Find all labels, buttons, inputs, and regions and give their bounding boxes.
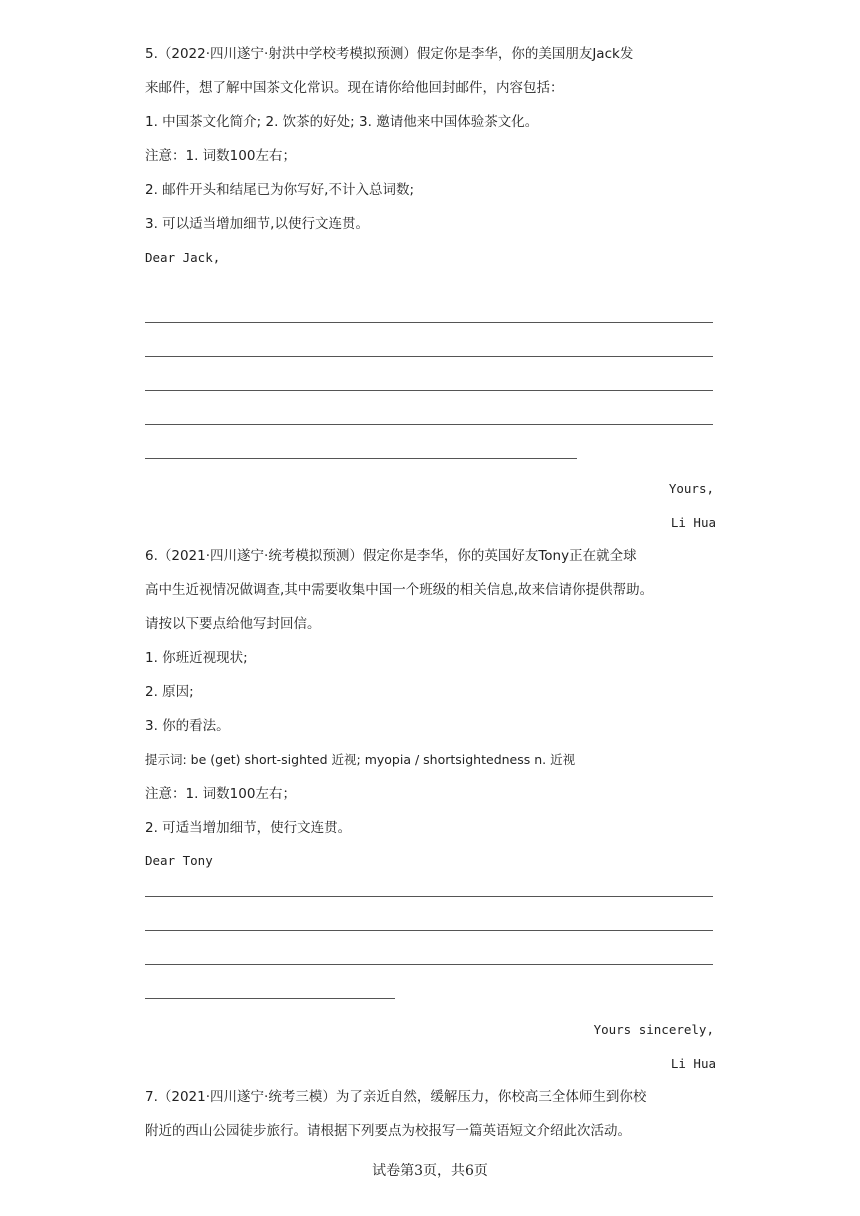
q5-note-line-3: 3. 可以适当增加细节,以使行文连贯。 <box>145 216 369 232</box>
q5-answer-line <box>145 458 577 459</box>
q6-note-line-1: 注意：1. 词数100左右； <box>145 786 296 802</box>
q5-prompt-line-1: 5.（2022·四川遂宁·射洪中学校考模拟预测）假定你是李华，你的美国朋友Jack发 <box>145 46 634 62</box>
q6-answer-line <box>145 998 395 999</box>
q5-note-line-2: 2. 邮件开头和结尾已为你写好,不计入总词数; <box>145 182 415 198</box>
q5-answer-line <box>145 322 713 323</box>
q7-prompt-line-1: 7.（2021·四川遂宁·统考三模）为了亲近自然，缓解压力，你校高三全体师生到你校 <box>145 1089 647 1105</box>
q6-salutation: Dear Tony <box>145 853 213 868</box>
q6-point-3: 3. 你的看法。 <box>145 718 230 734</box>
q6-point-2: 2. 原因; <box>145 684 194 700</box>
q6-signature: Li Hua <box>670 1056 716 1071</box>
q5-answer-line <box>145 356 713 357</box>
q6-answer-line <box>145 930 713 931</box>
q5-note-line-1: 注意：1. 词数100左右； <box>145 148 296 164</box>
q6-prompt-line-3: 请按以下要点给他写封回信。 <box>145 616 321 632</box>
q5-prompt-line-2: 来邮件，想了解中国茶文化常识。现在请你给他回封邮件，内容包括： <box>145 80 564 96</box>
q5-closing: Yours, <box>668 481 714 496</box>
q6-answer-line <box>145 896 713 897</box>
q6-note-line-2: 2. 可适当增加细节，使行文连贯。 <box>145 820 352 836</box>
q5-answer-line <box>145 424 713 425</box>
q5-salutation: Dear Jack, <box>145 250 221 265</box>
q5-signature: Li Hua <box>670 515 716 530</box>
q6-hint-words: 提示词: be (get) short-sighted 近视; myopia / shortsightedness n. 近视 <box>145 752 576 767</box>
q6-point-1: 1. 你班近视现状; <box>145 650 248 666</box>
q6-prompt-line-1: 6.（2021·四川遂宁·统考模拟预测）假定你是李华，你的英国好友Tony正在就全球 <box>145 548 637 564</box>
q6-closing: Yours sincerely, <box>593 1022 714 1037</box>
q5-answer-line <box>145 390 713 391</box>
q7-prompt-line-2: 附近的西山公园徒步旅行。请根据下列要点为校报写一篇英语短文介绍此次活动。 <box>145 1123 631 1139</box>
q6-answer-line <box>145 964 713 965</box>
page-footer: 试卷第3页，共6页 <box>372 1163 488 1179</box>
q5-prompt-line-3: 1. 中国茶文化简介; 2. 饮茶的好处; 3. 邀请他来中国体验茶文化。 <box>145 114 539 130</box>
q6-prompt-line-2: 高中生近视情况做调查,其中需要收集中国一个班级的相关信息,故来信请你提供帮助。 <box>145 582 654 598</box>
